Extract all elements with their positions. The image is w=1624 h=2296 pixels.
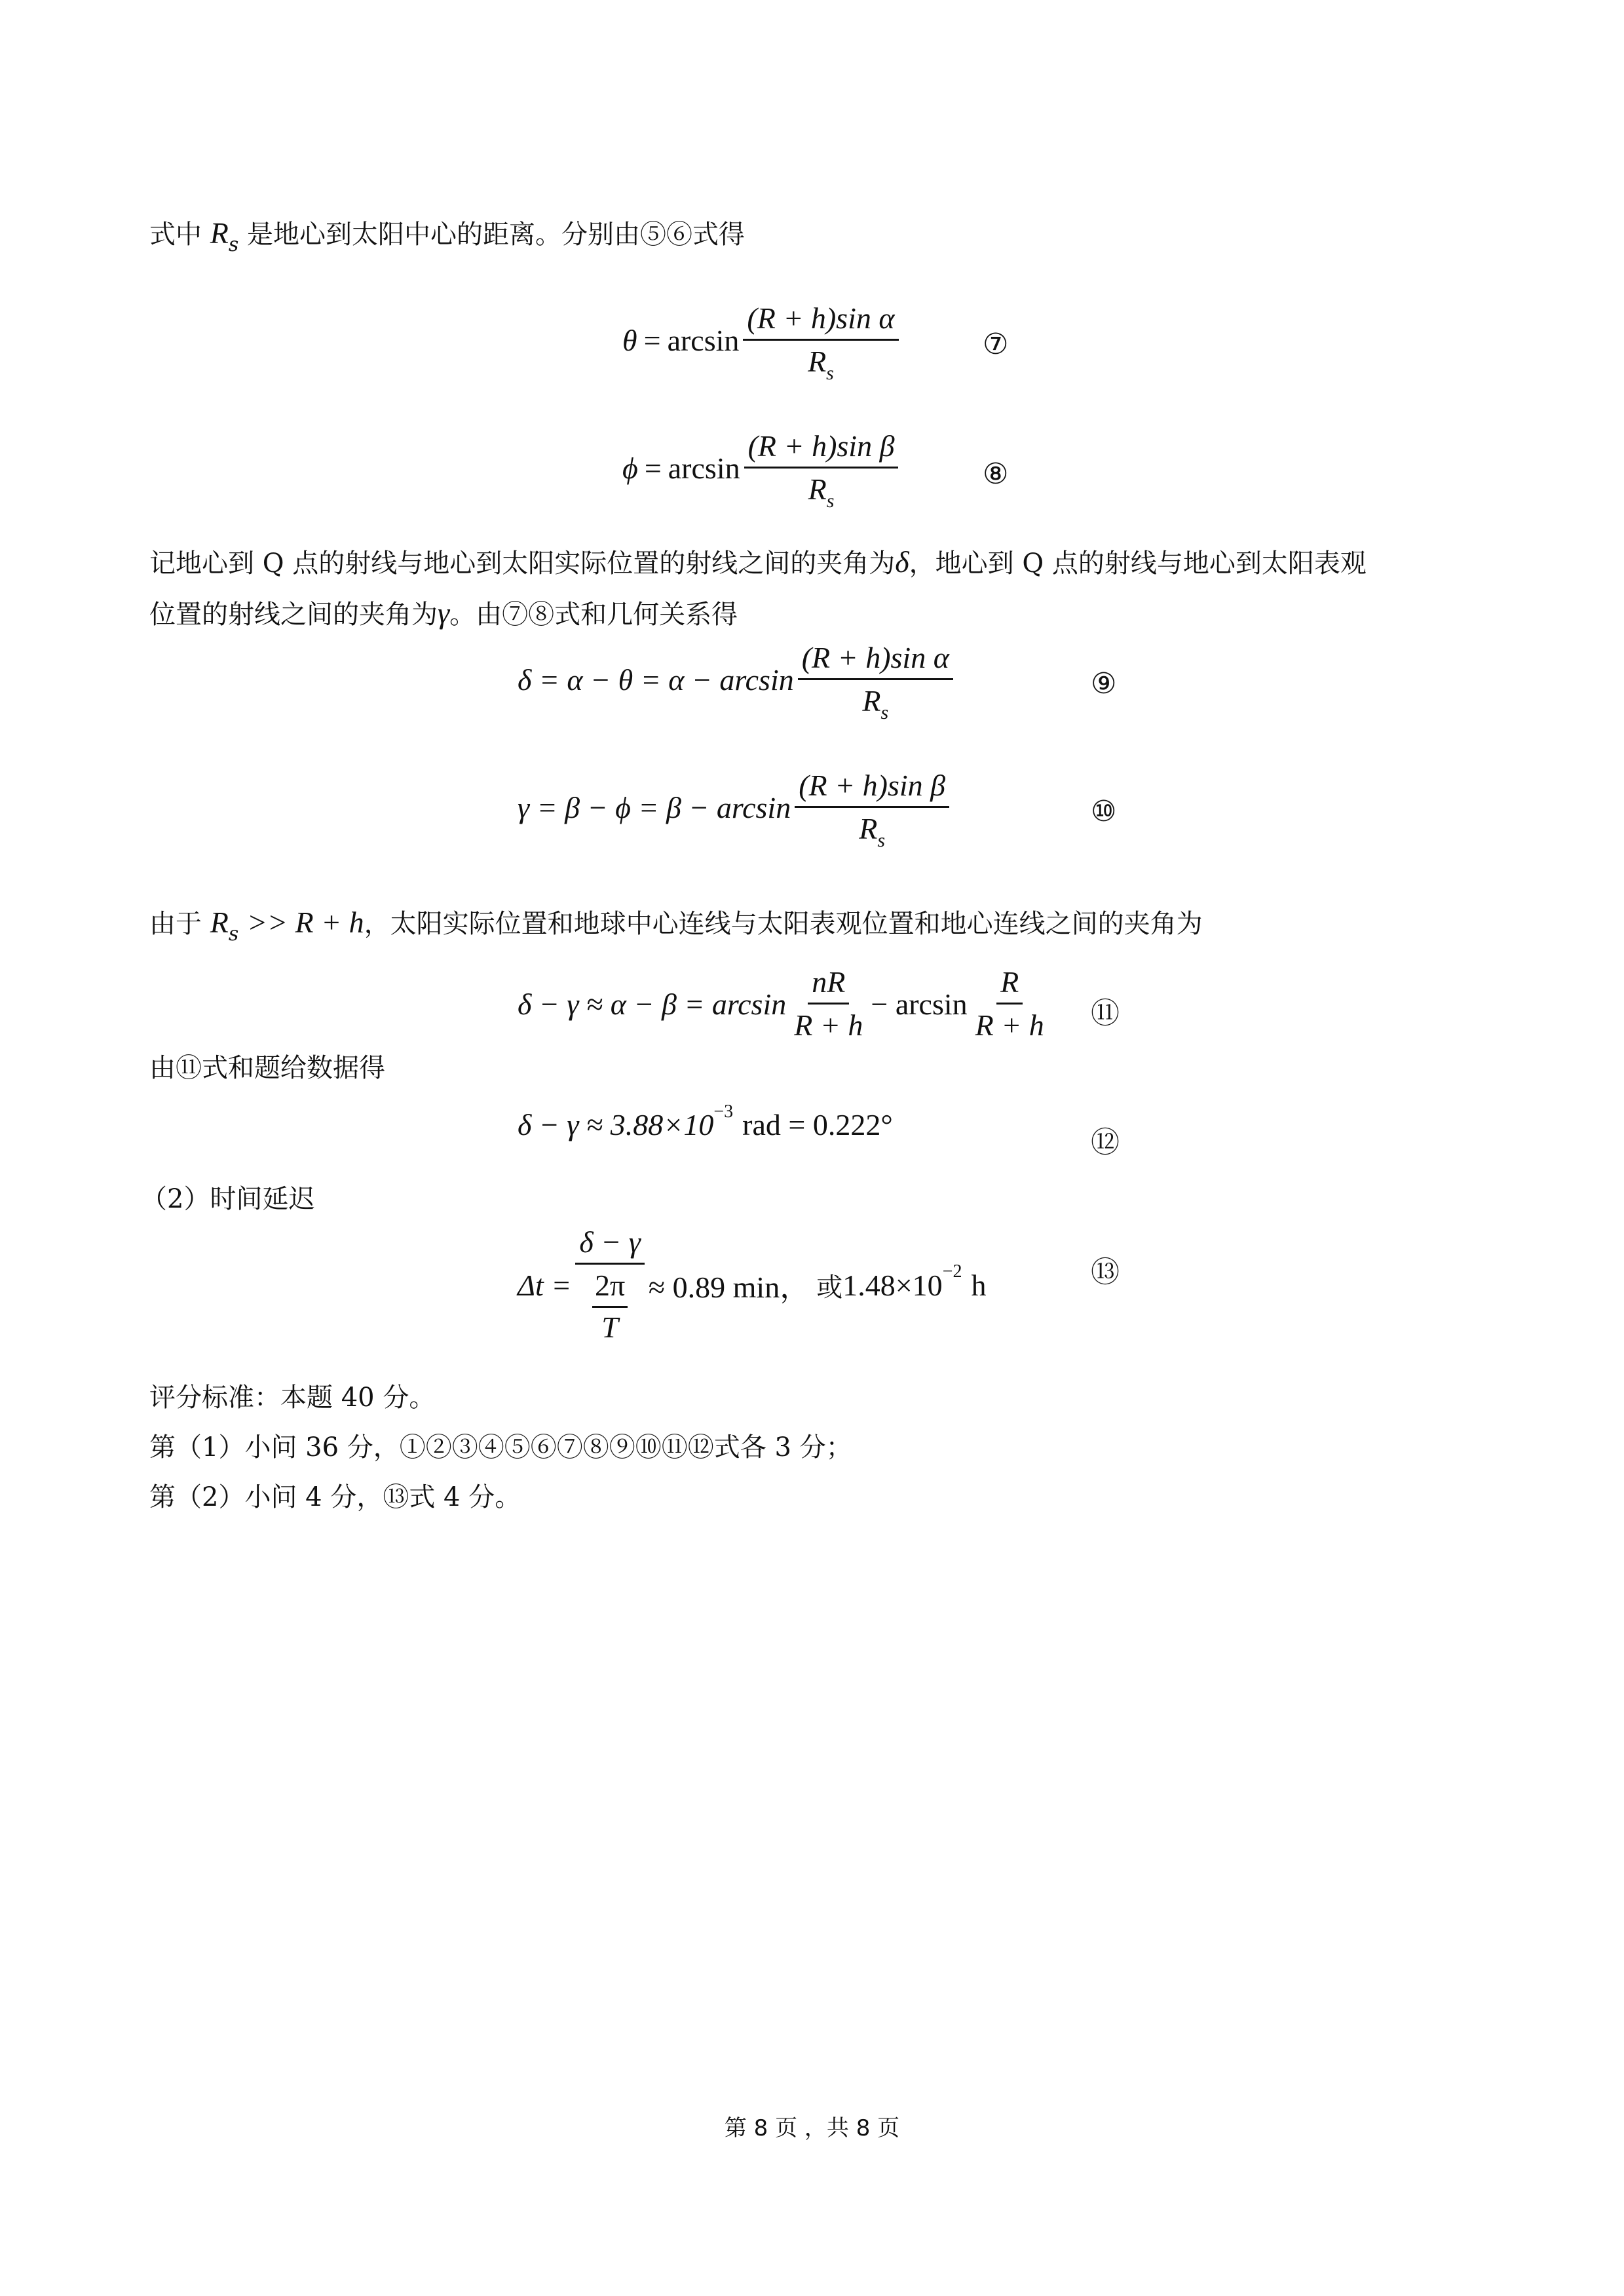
denominator: R xyxy=(859,811,878,845)
exponent: −3 xyxy=(713,1101,734,1122)
text: 。由⑦⑧式和几何关系得 xyxy=(449,600,738,630)
minus-arcsin: − arcsin xyxy=(871,987,968,1021)
fraction xyxy=(743,301,898,384)
rhs: ≈ 0.89 min， xyxy=(648,1271,810,1305)
subscript-s: s xyxy=(880,701,889,723)
lhs: δ − γ ≈ α − β = arcsin xyxy=(518,987,787,1021)
fraction xyxy=(798,641,953,723)
text: 是地心到太阳中心的距离。分别由⑤⑥式得 xyxy=(246,220,745,250)
subscript-s: s xyxy=(826,489,835,512)
subscript-s: s xyxy=(228,923,239,946)
equation-number-8: ⑧ xyxy=(983,457,1009,491)
equation-number-10: ⑩ xyxy=(1091,795,1117,828)
denominator: R + h xyxy=(975,1008,1044,1042)
equals-sign: = xyxy=(643,323,661,357)
equation-number-11: ⑪ xyxy=(1091,997,1120,1030)
paragraph-time-delay: （2）时间延迟 xyxy=(141,1184,315,1214)
text: 式中 xyxy=(149,220,202,250)
equation-9 xyxy=(518,641,957,723)
text: ，太阳实际位置和地球中心连线与太阳表观位置和地心连线之间的夹角为 xyxy=(364,909,1203,939)
fraction xyxy=(744,429,899,512)
denominator: R + h xyxy=(794,1008,863,1042)
lhs: γ = β − ϕ = β − arcsin xyxy=(518,790,791,824)
gamma-symbol: γ xyxy=(438,596,450,630)
subscript-s: s xyxy=(228,233,239,256)
text: ，地心到 Q 点的射线与地心到太阳表观 xyxy=(909,548,1367,579)
scoring-line: 第（2）小问 4 分，⑬式 4 分。 xyxy=(149,1482,521,1512)
subscript-s: s xyxy=(826,362,834,384)
equation-11 xyxy=(518,965,1052,1043)
numerator: δ − γ xyxy=(575,1225,645,1265)
numerator: (R + h)sin β xyxy=(795,769,949,808)
numerator: R xyxy=(996,965,1023,1004)
phi-symbol: ϕ xyxy=(622,451,638,485)
equation-number-9: ⑨ xyxy=(1091,667,1117,700)
lhs: δ = α − θ = α − arcsin xyxy=(518,662,794,697)
equation-8 xyxy=(622,429,902,512)
numerator: (R + h)sin α xyxy=(798,641,953,680)
equation-number-7: ⑦ xyxy=(983,328,1009,361)
arcsin-fn: arcsin xyxy=(667,323,740,357)
fraction-2 xyxy=(972,965,1048,1043)
symbol-r: R xyxy=(210,906,229,939)
condition: >> R + h xyxy=(246,906,364,939)
numerator: (R + h)sin α xyxy=(743,301,898,341)
fraction xyxy=(795,769,949,851)
lhs: δ − γ ≈ 3.88×10 xyxy=(518,1108,714,1141)
equation-number-13: ⑬ xyxy=(1091,1255,1120,1289)
line xyxy=(149,588,1492,640)
subscript-s: s xyxy=(877,829,886,851)
theta-symbol: θ xyxy=(622,323,637,357)
equation-10 xyxy=(518,769,953,851)
alt-unit: h xyxy=(971,1268,987,1302)
inner-denominator: T xyxy=(601,1310,618,1344)
arcsin-fn: arcsin xyxy=(668,451,740,485)
compound-fraction xyxy=(575,1225,645,1345)
paragraph-rs-definition xyxy=(149,208,1492,262)
denominator: R xyxy=(808,344,827,378)
equation-number-12: ⑫ xyxy=(1091,1126,1120,1159)
line xyxy=(149,537,1492,588)
delta-symbol: δ xyxy=(895,545,909,579)
text: 位置的射线之间的夹角为 xyxy=(149,600,438,630)
paragraph-approximation xyxy=(149,898,1492,951)
alt-exponent: −2 xyxy=(942,1261,962,1282)
rhs: rad = 0.222° xyxy=(742,1108,893,1141)
equation-7 xyxy=(622,301,903,384)
scoring-line: 评分标准：本题 40 分。 xyxy=(149,1383,436,1413)
fraction-1 xyxy=(790,965,867,1043)
scoring-standard xyxy=(149,1373,1492,1522)
scoring-line: 第（1）小问 36 分，①②③④⑤⑥⑦⑧⑨⑩⑪⑫式各 3 分； xyxy=(149,1432,852,1463)
lhs: Δt = xyxy=(518,1268,572,1302)
inner-numerator: 2π xyxy=(592,1269,628,1308)
or-text: 或 xyxy=(816,1272,843,1303)
text: 由于 xyxy=(149,909,202,939)
equation-13 xyxy=(518,1225,986,1345)
denominator: R xyxy=(808,472,827,506)
text: 记地心到 Q 点的射线与地心到太阳实际位置的射线之间的夹角为 xyxy=(149,548,896,579)
alt-value: 1.48×10 xyxy=(842,1268,943,1302)
symbol-r: R xyxy=(210,216,229,250)
equation-12 xyxy=(518,1101,893,1142)
equals-sign: = xyxy=(644,451,662,485)
paragraph-angle-definitions xyxy=(149,537,1492,640)
page-footer: 第 8 页 ，共 8 页 xyxy=(724,2115,900,2141)
numerator: (R + h)sin β xyxy=(744,429,899,469)
denominator: R xyxy=(862,683,881,718)
numerator: nR xyxy=(808,965,849,1004)
paragraph-from-eq11: 由⑪式和题给数据得 xyxy=(149,1053,385,1083)
